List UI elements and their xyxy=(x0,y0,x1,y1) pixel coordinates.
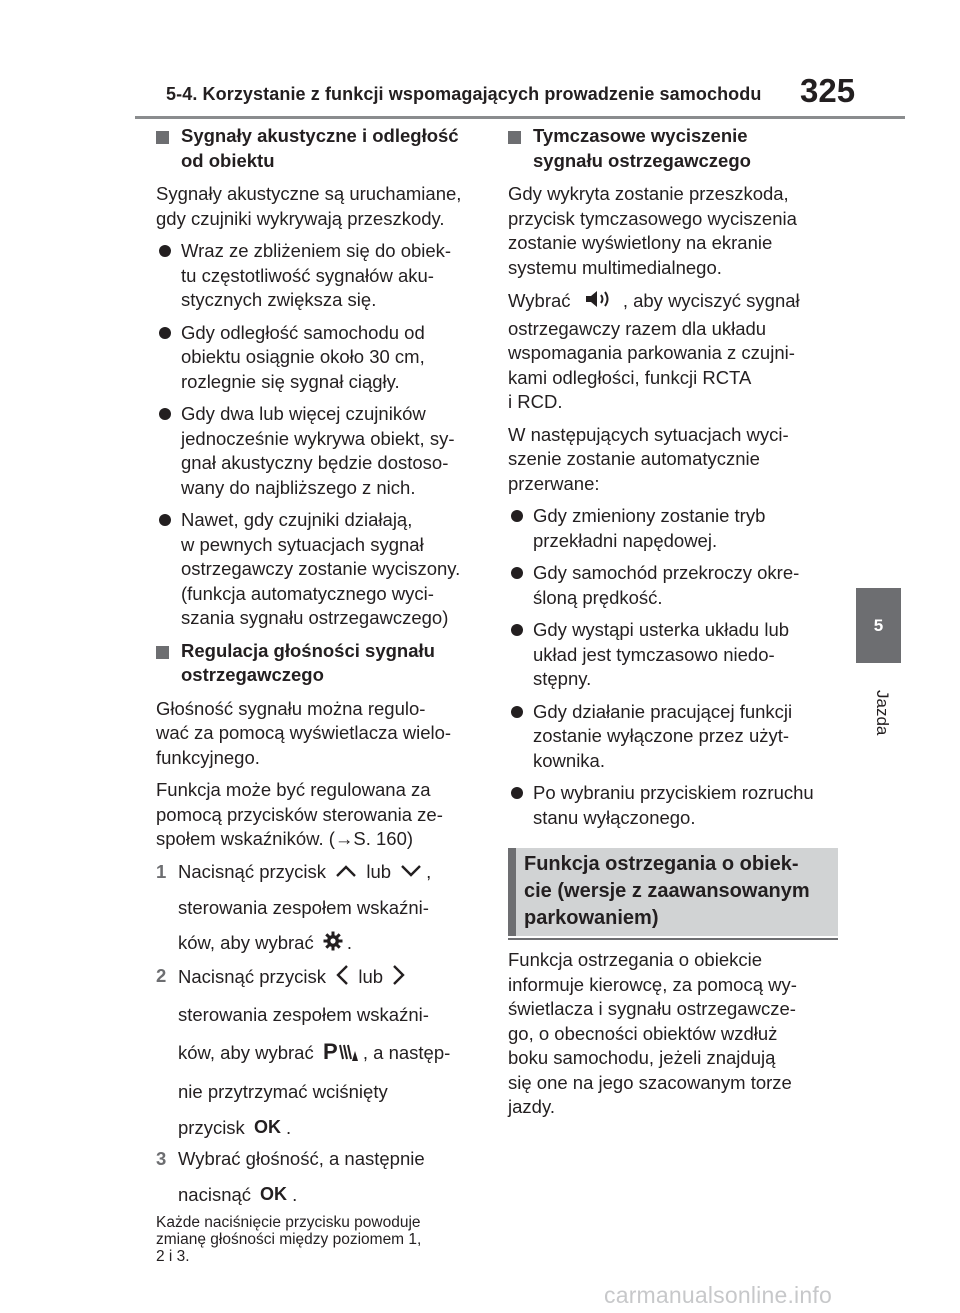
paragraph xyxy=(508,182,838,280)
text-line: Gdy zmieniony zostanie tryb xyxy=(533,505,766,526)
chevron-right-icon xyxy=(392,964,406,993)
list-item xyxy=(156,321,486,395)
step-3 xyxy=(156,1147,486,1208)
text-line: Sygnały akustyczne są uruchamiane, xyxy=(156,183,462,204)
text-line: Gdy wykryta zostanie przeszkoda, xyxy=(508,183,789,204)
list-item xyxy=(156,239,486,313)
speaker-mute-icon xyxy=(580,288,614,317)
section-heading-volume xyxy=(156,639,486,688)
text-line: ostrzegawczy zostanie wyciszony. xyxy=(181,558,461,579)
chapter-tab: 5 xyxy=(856,588,901,663)
left-column xyxy=(156,124,486,1265)
text-line: stępny. xyxy=(533,668,592,689)
text-fragment: nacisnąć xyxy=(178,1183,252,1205)
list-item xyxy=(508,781,838,830)
paragraph xyxy=(156,182,486,231)
list-item xyxy=(508,618,838,692)
text-fragment: lub xyxy=(366,860,392,882)
square-bullet-icon xyxy=(508,131,521,144)
paragraph xyxy=(508,288,838,415)
step-number: 3 xyxy=(156,1148,167,1170)
page-number: 325 xyxy=(800,72,856,109)
watermark: carmanualsonline.info xyxy=(604,1282,832,1308)
text-line: rozlegnie się sygnał ciągły. xyxy=(181,370,400,392)
paragraph xyxy=(156,697,486,771)
text-line: 2 i 3. xyxy=(156,1248,190,1266)
text-line: Gdy wystąpi usterka układu lub xyxy=(533,619,790,640)
text-fragment: Nacisnąć przycisk xyxy=(178,966,327,987)
text-line: informuje kierowcę, za pomocą wy- xyxy=(508,973,797,995)
text-fragment: . xyxy=(285,1116,292,1138)
text-fragment: ków, aby wybrać xyxy=(178,1042,314,1063)
text-line: kami odległości, funkcji RCTA xyxy=(508,366,752,388)
text-line: zostanie wyświetlony na ekranie xyxy=(508,232,773,253)
footnote xyxy=(156,1214,486,1265)
text-line: go, o obecności obiektów wzdłuż xyxy=(508,1022,778,1044)
chapter-label: Jazda xyxy=(873,690,892,736)
text-line: obiektu osiągnie około 30 cm, xyxy=(181,346,425,367)
text-line: Nawet, gdy czujniki działają, xyxy=(181,509,413,530)
text-line: przycisk tymczasowego wyciszenia xyxy=(508,207,797,229)
right-column xyxy=(508,124,838,1128)
text-line: systemu multimedialnego. xyxy=(508,256,722,278)
text-line: sterowania zespołem wskaźni- xyxy=(178,896,429,918)
text-line: przekładni napędowej. xyxy=(533,529,718,551)
text-line: jazdy. xyxy=(508,1096,555,1117)
ok-button-icon xyxy=(260,1184,288,1209)
text-line: jednocześnie wykrywa obiekt, sy- xyxy=(181,427,455,449)
text-line: Funkcja ostrzegania o obiekcie xyxy=(508,949,763,970)
text-line: zmianę głośności między poziomem 1, xyxy=(156,1231,422,1249)
text-line: przerwane: xyxy=(508,472,600,494)
list-item xyxy=(508,504,838,553)
paragraph xyxy=(508,948,838,1120)
text-fragment: , aby wyciszyć sygnał xyxy=(622,290,800,312)
heading-line: parkowaniem) xyxy=(524,907,659,929)
text-fragment: lub xyxy=(358,966,384,987)
text-fragment: , a następ- xyxy=(362,1042,451,1063)
text-line: społem wskaźników. (→S. 160) xyxy=(156,828,414,849)
text-line: Gdy odległość samochodu od xyxy=(181,321,425,343)
step-1 xyxy=(156,860,486,958)
text-fragment: . xyxy=(292,1183,298,1205)
svg-text:P: P xyxy=(322,1038,338,1063)
text-line: pomocą przycisków sterowania ze- xyxy=(156,803,443,825)
list-item xyxy=(156,402,486,500)
text-line: wspomagania parkowania z czujni- xyxy=(508,342,795,363)
step-number: 1 xyxy=(156,860,167,882)
text-line: boku samochodu, jeżeli znajdują xyxy=(508,1047,776,1068)
heading-line: ostrzegawczego xyxy=(181,664,324,685)
chevron-down-icon xyxy=(400,860,422,885)
section-heading-box xyxy=(508,848,838,936)
square-bullet-icon xyxy=(156,131,169,144)
heading-line: od obiektu xyxy=(181,149,275,171)
section-heading-sound-signals xyxy=(156,124,486,173)
text-line: Gdy działanie pracującej funkcji xyxy=(533,700,793,722)
text-line: gdy czujniki wykrywają przeszkody. xyxy=(156,207,445,229)
svg-text:OK: OK xyxy=(253,1116,281,1135)
gear-icon xyxy=(323,931,343,958)
text-line: kownika. xyxy=(533,749,605,771)
text-line: Po wybraniu przyciskiem rozruchu xyxy=(533,782,814,803)
text-line: Wraz ze zbliżeniem się do obiek- xyxy=(181,240,452,261)
text-line: Wybrać głośność, a następnie xyxy=(178,1148,425,1170)
bullet-dot-icon xyxy=(511,567,523,579)
running-header: 5-4. Korzystanie z funkcji wspomagających prowadzenie samochodu xyxy=(166,84,762,104)
text-line: układ jest tymczasowo niedo- xyxy=(533,643,775,665)
heading-line: Tymczasowe wyciszenie xyxy=(533,125,748,146)
text-line: Gdy samochód przekroczy okre- xyxy=(533,562,800,583)
text-line: szenie zostanie automatycznie xyxy=(508,448,760,469)
ok-button-icon xyxy=(254,1117,282,1142)
bullet-dot-icon xyxy=(159,408,171,420)
text-fragment: ków, aby wybrać xyxy=(178,932,314,954)
heading-line: Funkcja ostrzegania o obiek- xyxy=(524,853,799,875)
text-fragment: Nacisnąć przycisk xyxy=(178,860,327,882)
text-line: ostrzegawczy razem dla układu xyxy=(508,317,767,339)
text-line: Głośność sygnału można regulo- xyxy=(156,697,426,719)
text-fragment: przycisk xyxy=(178,1116,245,1138)
heading-line: Sygnały akustyczne i odległość xyxy=(181,125,459,146)
text-fragment: Wybrać xyxy=(508,290,571,312)
step-2 xyxy=(156,964,486,1141)
svg-text:OK: OK xyxy=(260,1183,288,1202)
text-line: Każde naciśnięcie przycisku powoduje xyxy=(156,1214,421,1232)
text-line: gnał akustyczny będzie dostoso- xyxy=(181,452,449,473)
text-line: i RCD. xyxy=(508,391,563,412)
square-bullet-icon xyxy=(156,646,169,659)
heading-underline xyxy=(508,938,838,940)
text-line: świetlacza i sygnału ostrzegawcze- xyxy=(508,998,796,1019)
heading-line: Regulacja głośności sygnału xyxy=(181,639,435,661)
text-line: się one na jego szacowanym torze xyxy=(508,1071,792,1093)
text-line: wany do najbliższego z nich. xyxy=(181,476,416,498)
text-line: stycznych zwiększa się. xyxy=(181,289,377,310)
text-line: tu częstotliwość sygnałów aku- xyxy=(181,264,434,286)
bullet-dot-icon xyxy=(511,706,523,718)
header-divider xyxy=(135,116,905,119)
chevron-left-icon xyxy=(335,964,349,993)
bullet-dot-icon xyxy=(159,514,171,526)
text-line: (funkcja automatycznego wyci- xyxy=(181,582,434,604)
heading-line: cie (wersje z zaawansowanym xyxy=(524,880,810,902)
bullet-dot-icon xyxy=(511,624,523,636)
text-line: śloną prędkość. xyxy=(533,586,663,608)
text-fragment: . xyxy=(346,932,353,954)
text-line: zostanie wyłączone przez użyt- xyxy=(533,725,790,746)
list-item xyxy=(508,561,838,610)
bullet-dot-icon xyxy=(511,787,523,799)
text-line: szania sygnału ostrzegawczego) xyxy=(181,607,449,628)
heading-line: sygnału ostrzegawczego xyxy=(533,149,751,171)
heading-accent-bar xyxy=(508,848,516,936)
text-line: W następujących sytuacjach wyci- xyxy=(508,423,789,445)
text-line: funkcyjnego. xyxy=(156,746,260,768)
text-line: stanu wyłączonego. xyxy=(533,806,696,828)
text-line: nie przytrzymać wciśnięty xyxy=(178,1081,388,1103)
text-line: w pewnych sytuacjach sygnał xyxy=(181,533,424,555)
list-item xyxy=(156,508,486,631)
text-line: wać za pomocą wyświetlacza wielo- xyxy=(156,722,452,743)
bullet-dot-icon xyxy=(159,327,171,339)
bullet-dot-icon xyxy=(511,510,523,522)
section-heading-mute xyxy=(508,124,838,173)
text-line: Funkcja może być regulowana za xyxy=(156,779,431,800)
text-line: Gdy dwa lub więcej czujników xyxy=(181,403,426,424)
step-number: 2 xyxy=(156,964,167,986)
parking-sensor-icon xyxy=(323,1039,359,1070)
list-item xyxy=(508,700,838,774)
text-fragment: , xyxy=(426,860,432,882)
bullet-dot-icon xyxy=(159,245,171,257)
paragraph xyxy=(508,423,838,497)
paragraph xyxy=(156,778,486,852)
text-line: sterowania zespołem wskaźni- xyxy=(178,1004,429,1026)
chevron-up-icon xyxy=(335,860,357,885)
